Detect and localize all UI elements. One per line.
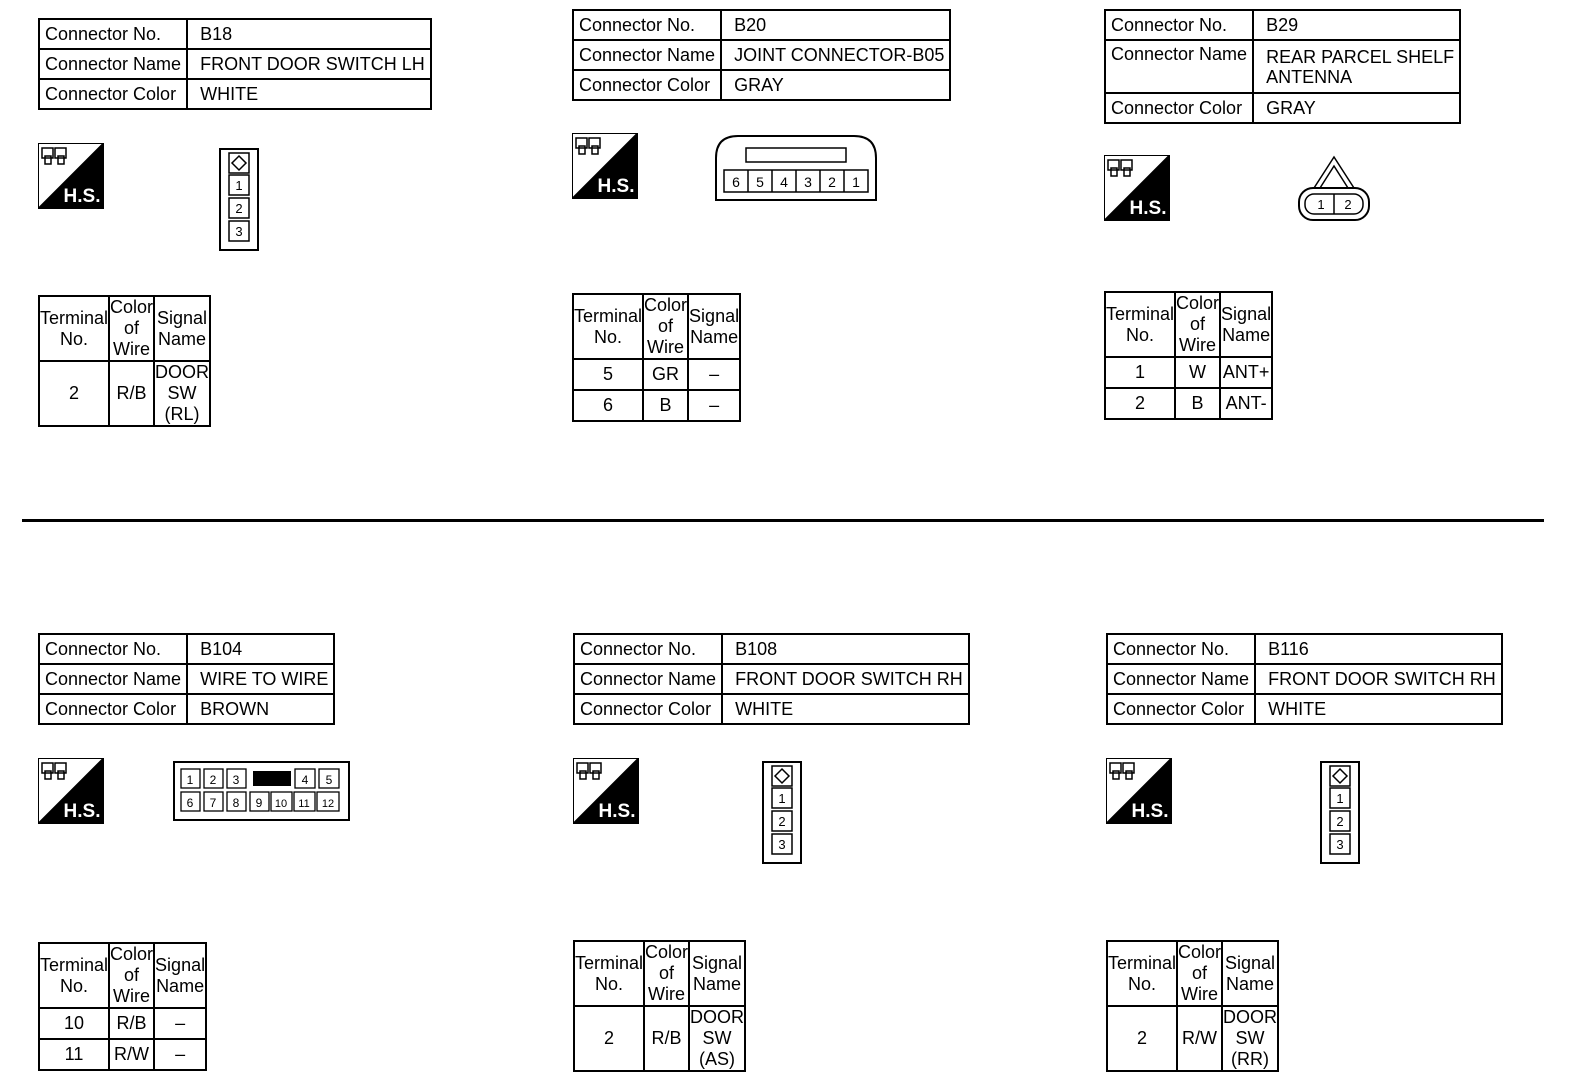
connector-no-value: B104 xyxy=(187,634,334,664)
signal-name-header: Signal Name xyxy=(689,941,745,1006)
pin-label: 5 xyxy=(325,773,333,787)
pin-label: 5 xyxy=(756,174,764,190)
connector-no-label: Connector No. xyxy=(574,634,722,664)
connector-info-table xyxy=(1106,633,1503,725)
harness-side-icon xyxy=(573,758,639,824)
pin-label: 1 xyxy=(1336,791,1344,806)
connector-color-label: Connector Color xyxy=(574,694,722,724)
connector-color-value: GRAY xyxy=(1253,93,1460,123)
harness-side-icon xyxy=(1106,758,1172,824)
hs-label: H.S. xyxy=(63,801,101,822)
connector-no-value: B116 xyxy=(1255,634,1502,664)
connector-no-value: B108 xyxy=(722,634,969,664)
pin-label: 2 xyxy=(828,174,836,190)
wire-color-header: Color of Wire xyxy=(1176,293,1220,355)
connector-no-label: Connector No. xyxy=(1105,10,1253,40)
terminal-table xyxy=(573,940,746,1072)
connector-info-table xyxy=(1104,9,1461,124)
pin-label: 12 xyxy=(321,798,335,810)
connector-color-value: BROWN xyxy=(187,694,334,724)
connector-info-table xyxy=(572,9,951,101)
connector-no-value: B29 xyxy=(1253,10,1460,40)
terminal-no-header: Terminal No. xyxy=(39,943,109,1008)
connector-face-b104 xyxy=(173,761,350,821)
connector-color-value: WHITE xyxy=(1255,694,1502,724)
connector-color-value: WHITE xyxy=(187,79,431,109)
connector-info-table xyxy=(38,633,335,725)
wire-color-header: Color of Wire xyxy=(1178,942,1222,1004)
pin-label: 6 xyxy=(732,174,740,190)
connector-no-label: Connector No. xyxy=(1107,634,1255,664)
pin-label: 11 xyxy=(298,798,310,810)
connector-no-label: Connector No. xyxy=(39,19,187,49)
terminal-no-header: Terminal No. xyxy=(39,296,109,361)
pin-label: 1 xyxy=(852,174,860,190)
hs-label: H.S. xyxy=(1129,198,1167,219)
wire-color-header: Color of Wire xyxy=(110,297,154,359)
pin-label: 3 xyxy=(778,837,786,852)
terminal-table xyxy=(38,942,207,1071)
pin-label: 8 xyxy=(232,796,240,810)
connector-name-value: FRONT DOOR SWITCH RH xyxy=(1255,664,1502,694)
connector-color-value: GRAY xyxy=(721,70,950,100)
section-divider xyxy=(22,519,1544,522)
terminal-table xyxy=(1104,291,1273,420)
pin-label: 4 xyxy=(780,174,788,190)
hs-label: H.S. xyxy=(598,801,636,822)
pin-label: 2 xyxy=(1336,814,1344,829)
terminal-table xyxy=(1106,940,1279,1072)
pin-label: 6 xyxy=(186,796,194,810)
connector-name-label: Connector Name xyxy=(1105,40,1253,93)
connector-color-label: Connector Color xyxy=(573,70,721,100)
pin-label: 1 xyxy=(186,773,194,787)
signal-name-header: Signal Name xyxy=(154,943,206,1008)
pin-label: 3 xyxy=(232,773,240,787)
connector-name-value: WIRE TO WIRE xyxy=(187,664,334,694)
connector-color-label: Connector Color xyxy=(1105,93,1253,123)
pin-label: 3 xyxy=(1336,837,1344,852)
connector-color-label: Connector Color xyxy=(1107,694,1255,724)
harness-side-icon xyxy=(1104,155,1170,221)
connector-face-b20 xyxy=(714,134,878,202)
pin-label: 4 xyxy=(301,773,309,787)
connector-face-b18 xyxy=(219,148,259,251)
connector-face-b116 xyxy=(1320,761,1360,864)
table-row: 11 R/W – xyxy=(39,1039,206,1070)
connector-name-label: Connector Name xyxy=(39,49,187,79)
signal-name-header: Signal Name xyxy=(688,294,740,359)
connector-name-value: REAR PARCEL SHELF ANTENNA xyxy=(1253,40,1460,93)
connector-name-label: Connector Name xyxy=(1107,664,1255,694)
hs-label: H.S. xyxy=(63,186,101,207)
connector-info-table xyxy=(573,633,970,725)
pin-label: 2 xyxy=(1344,197,1352,212)
connector-name-label: Connector Name xyxy=(574,664,722,694)
terminal-no-header: Terminal No. xyxy=(1107,941,1177,1006)
terminal-no-header: Terminal No. xyxy=(573,294,643,359)
terminal-table xyxy=(572,293,741,422)
connector-face-b108 xyxy=(762,761,802,864)
connector-no-value: B20 xyxy=(721,10,950,40)
table-row: 2 B ANT- xyxy=(1105,388,1272,419)
table-row: 1 W ANT+ xyxy=(1105,357,1272,388)
hs-label: H.S. xyxy=(1131,801,1169,822)
table-row: 6 B – xyxy=(573,390,740,421)
table-row: 5 GR – xyxy=(573,359,740,390)
connector-face-b29 xyxy=(1296,154,1372,224)
terminal-table xyxy=(38,295,211,427)
connector-no-label: Connector No. xyxy=(39,634,187,664)
connector-color-label: Connector Color xyxy=(39,694,187,724)
connector-color-value: WHITE xyxy=(722,694,969,724)
terminal-no-header: Terminal No. xyxy=(1105,292,1175,357)
connector-name-value: FRONT DOOR SWITCH LH xyxy=(187,49,431,79)
signal-name-header: Signal Name xyxy=(1220,292,1272,357)
pin-label: 2 xyxy=(778,814,786,829)
pin-label: 9 xyxy=(255,796,263,810)
wire-color-header: Color of Wire xyxy=(110,944,154,1006)
connector-name-value: FRONT DOOR SWITCH RH xyxy=(722,664,969,694)
harness-side-icon xyxy=(572,133,638,199)
pin-label: 10 xyxy=(274,798,288,810)
signal-name-header: Signal Name xyxy=(1222,941,1278,1006)
connector-info-table xyxy=(38,18,432,110)
pin-label: 3 xyxy=(235,224,243,239)
wire-color-header: Color of Wire xyxy=(644,295,688,357)
connector-name-label: Connector Name xyxy=(39,664,187,694)
table-row: 2 R/W DOOR SW (RR) xyxy=(1107,1006,1278,1071)
table-row: 2 R/B DOOR SW (RL) xyxy=(39,361,210,426)
table-row: 2 R/B DOOR SW (AS) xyxy=(574,1006,745,1071)
connector-color-label: Connector Color xyxy=(39,79,187,109)
table-row: 10 R/B – xyxy=(39,1008,206,1039)
terminal-no-header: Terminal No. xyxy=(574,941,644,1006)
pin-label: 7 xyxy=(209,796,217,810)
pin-label: 2 xyxy=(235,201,243,216)
connector-no-label: Connector No. xyxy=(573,10,721,40)
pin-label: 3 xyxy=(804,174,812,190)
harness-side-icon xyxy=(38,143,104,209)
connector-no-value: B18 xyxy=(187,19,431,49)
pin-label: 2 xyxy=(209,773,217,787)
signal-name-header: Signal Name xyxy=(154,296,210,361)
pin-label: 1 xyxy=(235,178,243,193)
hs-label: H.S. xyxy=(597,176,635,197)
pin-label: 1 xyxy=(1317,197,1325,212)
harness-side-icon xyxy=(38,758,104,824)
connector-name-label: Connector Name xyxy=(573,40,721,70)
wire-color-header: Color of Wire xyxy=(645,942,689,1004)
connector-name-value: JOINT CONNECTOR-B05 xyxy=(721,40,950,70)
pin-label: 1 xyxy=(778,791,786,806)
